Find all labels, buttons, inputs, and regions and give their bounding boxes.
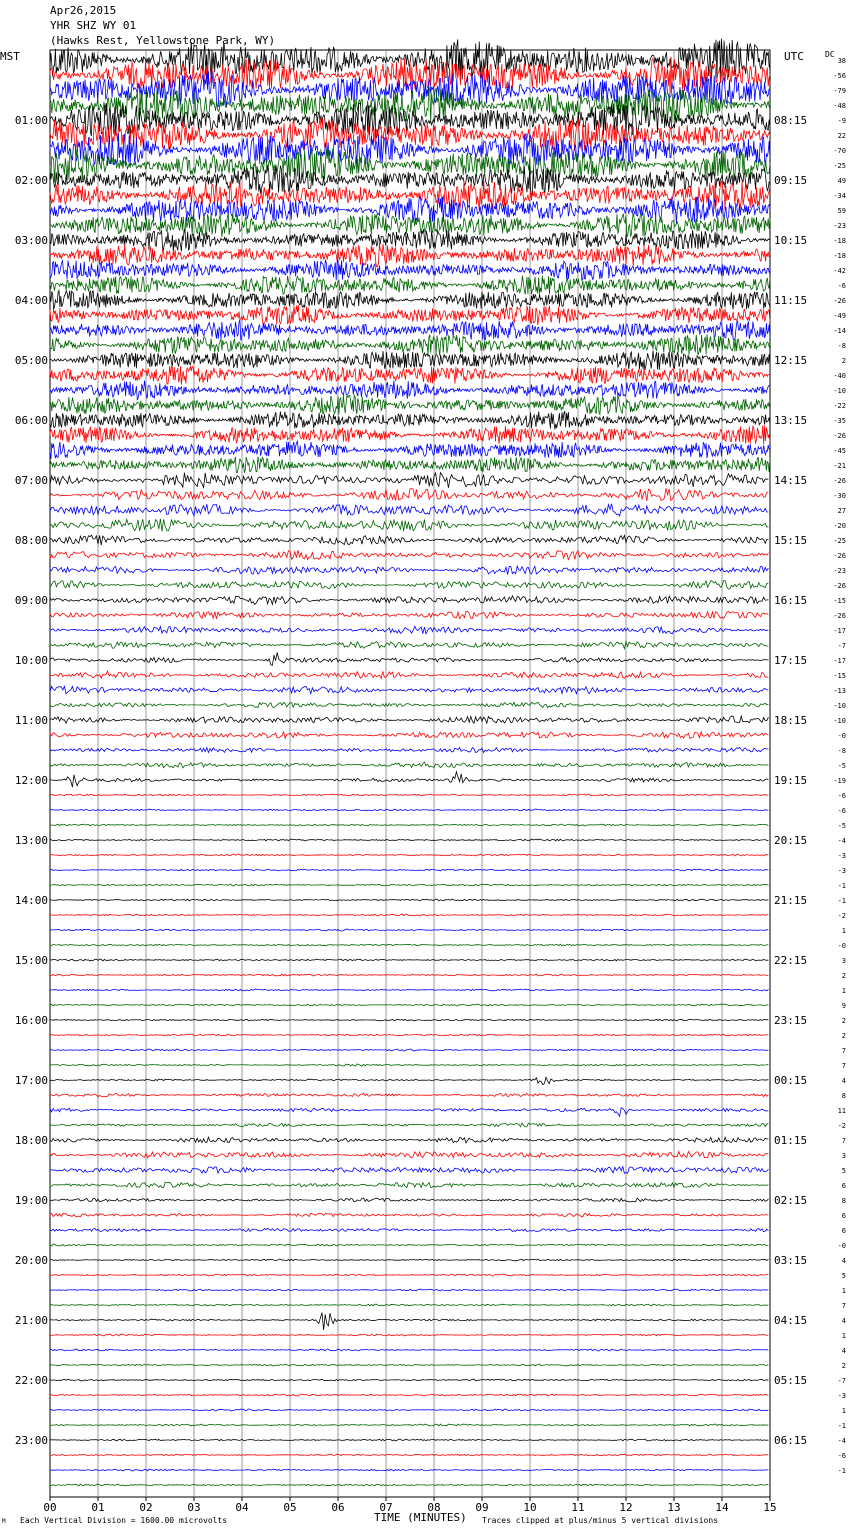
right-hour-label: 01:15: [774, 1134, 808, 1147]
trace-row: [50, 1439, 768, 1441]
trace-row: [50, 794, 768, 796]
dc-offset-label: 4: [841, 1077, 846, 1085]
plot-frame: [50, 50, 770, 1497]
dc-offset-label: -5: [837, 822, 846, 830]
dc-offset-label: -6: [837, 792, 846, 800]
dc-offset-label: 9: [841, 1002, 846, 1010]
left-hour-label: 20:00: [14, 1254, 48, 1267]
left-hour-label: 16:00: [14, 1014, 48, 1027]
trace-row: [50, 1349, 768, 1351]
dc-offset-label: -25: [833, 537, 846, 545]
trace-row: [50, 809, 768, 811]
left-hour-label: 11:00: [14, 714, 48, 727]
left-hour-label: 21:00: [14, 1314, 48, 1327]
axis-labels: [15, 57, 846, 1514]
dc-offset-label: -9: [837, 117, 846, 125]
trace-row: [50, 959, 768, 961]
seismic-traces: [50, 39, 770, 1486]
dc-offset-label: -70: [833, 147, 846, 155]
right-hour-label: 20:15: [774, 834, 808, 847]
trace-row: [50, 702, 768, 707]
right-hour-label: 03:15: [774, 1254, 808, 1267]
left-hour-label: 23:00: [14, 1434, 48, 1447]
dc-offset-label: -7: [837, 1377, 846, 1385]
x-tick-label: 09: [475, 1501, 489, 1514]
trace-row: [50, 581, 768, 590]
dc-offset-label: -45: [833, 447, 846, 455]
trace-row: [50, 1077, 768, 1084]
dc-offset-label: -0: [837, 1242, 846, 1250]
left-hour-label: 04:00: [14, 294, 48, 307]
dc-offset-label: 6: [841, 1212, 846, 1220]
trace-row: [50, 229, 770, 251]
dc-offset-label: -1: [837, 1422, 846, 1430]
dc-offset-label: 4: [841, 1257, 846, 1265]
dc-offset-label: 7: [841, 1137, 846, 1145]
right-hour-label: 13:15: [774, 414, 808, 427]
left-hour-label: 02:00: [14, 174, 48, 187]
dc-offset-label: -14: [833, 327, 846, 335]
trace-row: [50, 1469, 768, 1471]
left-hour-label: 06:00: [14, 414, 48, 427]
dc-offset-label: -5: [837, 762, 846, 770]
trace-row: [50, 1019, 768, 1021]
scale-note: Each Vertical Division = 1600.00 microvolts: [20, 1516, 228, 1525]
trace-row: [50, 243, 770, 267]
trace-row: [50, 1244, 768, 1246]
left-hour-label: 17:00: [14, 1074, 48, 1087]
dc-offset-label: -3: [837, 1392, 846, 1400]
dc-offset-label: -26: [833, 297, 846, 305]
dc-offset-label: -10: [833, 702, 846, 710]
x-tick-label: 07: [379, 1501, 393, 1514]
trace-row: [50, 1167, 768, 1174]
dc-offset-label: -13: [833, 687, 846, 695]
trace-row: [50, 1093, 768, 1097]
dc-offset-label: 1: [841, 1332, 846, 1340]
trace-row: [50, 1484, 768, 1486]
dc-offset-label: -17: [833, 657, 846, 665]
trace-row: [50, 305, 770, 325]
trace-row: [50, 1313, 768, 1330]
trace-row: [50, 411, 770, 429]
dc-offset-label: 6: [841, 1227, 846, 1235]
trace-row: [50, 611, 768, 619]
dc-offset-label: -26: [833, 582, 846, 590]
trace-row: [50, 395, 770, 414]
left-hour-label: 22:00: [14, 1374, 48, 1387]
dc-offset-label: 1: [841, 987, 846, 995]
dc-offset-label: -25: [833, 162, 846, 170]
trace-row: [50, 989, 768, 991]
dc-offset-label: -0: [837, 732, 846, 740]
dc-offset-label: -26: [833, 477, 846, 485]
trace-row: [50, 535, 768, 545]
dc-offset-label: -26: [833, 432, 846, 440]
x-tick-label: 13: [667, 1501, 681, 1514]
right-hour-label: 21:15: [774, 894, 808, 907]
trace-row: [50, 519, 768, 532]
dc-offset-label: -1: [837, 882, 846, 890]
trace-row: [50, 1259, 768, 1261]
trace-row: [50, 929, 768, 931]
trace-row: [50, 1152, 768, 1158]
right-hour-label: 15:15: [774, 534, 808, 547]
right-hour-label: 09:15: [774, 174, 808, 187]
minute-grid: [50, 50, 770, 1497]
dc-offset-label: 3: [841, 957, 846, 965]
dc-offset-label: 11: [837, 1107, 846, 1115]
station-title: YHR SHZ WY 01: [50, 19, 137, 32]
trace-row: [50, 1304, 768, 1306]
trace-row: [50, 1123, 768, 1127]
dc-offset-label: -22: [833, 402, 846, 410]
dc-offset-label: -4: [837, 1437, 846, 1445]
trace-row: [50, 1394, 768, 1396]
x-tick-label: 11: [571, 1501, 585, 1514]
trace-row: [50, 351, 770, 370]
dc-offset-label: -18: [833, 237, 846, 245]
dc-offset-label: 3: [841, 1152, 846, 1160]
left-hour-label: 03:00: [14, 234, 48, 247]
dc-offset-label: -3: [837, 852, 846, 860]
dc-offset-label: 2: [841, 1017, 846, 1025]
trace-row: [50, 1409, 768, 1411]
left-hour-label: 18:00: [14, 1134, 48, 1147]
trace-row: [50, 320, 770, 341]
right-hour-label: 12:15: [774, 354, 808, 367]
right-hour-label: 14:15: [774, 474, 808, 487]
x-tick-label: 06: [331, 1501, 345, 1514]
dc-offset-label: -1: [837, 1467, 846, 1475]
x-tick-label: 04: [235, 1501, 249, 1514]
left-hour-label: 14:00: [14, 894, 48, 907]
trace-row: [50, 1137, 768, 1143]
trace-row: [50, 854, 768, 856]
dc-offset-label: 6: [841, 1182, 846, 1190]
trace-row: [50, 566, 768, 575]
dc-offset-label: -40: [833, 372, 846, 380]
dc-offset-label: -48: [833, 102, 846, 110]
trace-row: [50, 291, 770, 310]
trace-row: [50, 914, 768, 916]
trace-row: [50, 671, 768, 678]
trace-row: [50, 1454, 768, 1456]
dc-offset-label: 7: [841, 1047, 846, 1055]
trace-row: [50, 1213, 768, 1217]
dc-offset-label: -49: [833, 312, 846, 320]
trace-row: [50, 1424, 768, 1426]
dc-offset-label: 5: [841, 1167, 846, 1175]
left-hour-label: 10:00: [14, 654, 48, 667]
trace-row: [50, 1334, 768, 1336]
trace-row: [50, 686, 768, 693]
dc-offset-label: -4: [837, 837, 846, 845]
dc-offset-label: -8: [837, 747, 846, 755]
dc-offset-label: -21: [833, 462, 846, 470]
dc-offset-label: 49: [837, 177, 846, 185]
dc-offset-label: -6: [837, 807, 846, 815]
trace-row: [50, 1182, 768, 1188]
trace-row: [50, 899, 768, 901]
x-tick-label: 12: [619, 1501, 633, 1514]
clip-note: Traces clipped at plus/minus 5 vertical divisions: [482, 1516, 719, 1525]
trace-row: [50, 1198, 768, 1202]
left-hour-label: 13:00: [14, 834, 48, 847]
dc-offset-label: 38: [837, 57, 846, 65]
dc-offset-label: -23: [833, 567, 846, 575]
dc-offset-label: 27: [837, 507, 846, 515]
dc-offset-label: -23: [833, 222, 846, 230]
dc-offset-label: -19: [833, 777, 846, 785]
dc-offset-label: -6: [837, 282, 846, 290]
right-hour-label: 04:15: [774, 1314, 808, 1327]
trace-row: [50, 772, 768, 787]
dc-offset-label: -2: [837, 912, 846, 920]
trace-row: [50, 1108, 768, 1117]
dc-offset-label: -30: [833, 492, 846, 500]
dc-offset-label: -17: [833, 627, 846, 635]
trace-row: [50, 334, 770, 355]
trace-row: [50, 1289, 768, 1291]
x-tick-label: 14: [715, 1501, 729, 1514]
dc-offset-label: 2: [841, 972, 846, 980]
dc-offset-label: -8: [837, 342, 846, 350]
trace-row: [50, 732, 768, 739]
location-title: (Hawks Rest, Yellowstone Park, WY): [50, 34, 276, 47]
trace-row: [50, 748, 768, 753]
dc-offset-label: -35: [833, 417, 846, 425]
left-hour-label: 07:00: [14, 474, 48, 487]
trace-row: [50, 596, 768, 605]
dc-offset-label: 7: [841, 1062, 846, 1070]
dc-offset-label: -79: [833, 87, 846, 95]
corner-mark: M: [2, 1518, 6, 1525]
trace-row: [50, 1004, 768, 1006]
left-timezone-label: MST: [0, 50, 20, 63]
trace-row: [50, 1274, 768, 1276]
left-hour-label: 08:00: [14, 534, 48, 547]
right-hour-label: 02:15: [774, 1194, 808, 1207]
dc-offset-label: -6: [837, 1452, 846, 1460]
right-hour-label: 23:15: [774, 1014, 808, 1027]
trace-row: [50, 276, 770, 295]
right-hour-label: 19:15: [774, 774, 808, 787]
right-hour-label: 16:15: [774, 594, 808, 607]
trace-row: [50, 381, 770, 401]
trace-row: [50, 1228, 768, 1231]
right-hour-label: 22:15: [774, 954, 808, 967]
dc-offset-label: 2: [841, 1362, 846, 1370]
trace-row: [50, 1064, 768, 1066]
left-hour-label: 15:00: [14, 954, 48, 967]
right-hour-label: 10:15: [774, 234, 808, 247]
trace-row: [50, 457, 770, 473]
trace-row: [50, 642, 768, 649]
dc-offset-label: 7: [841, 1302, 846, 1310]
x-tick-label: 15: [763, 1501, 777, 1514]
dc-offset-label: -3: [837, 867, 846, 875]
right-hour-label: 06:15: [774, 1434, 808, 1447]
dc-offset-label: 4: [841, 1347, 846, 1355]
dc-offset-label: 1: [841, 1407, 846, 1415]
dc-offset-label: -20: [833, 522, 846, 530]
x-tick-label: 03: [187, 1501, 201, 1514]
trace-row: [50, 488, 768, 501]
trace-row: [50, 1364, 768, 1366]
dc-offset-label: -18: [833, 252, 846, 260]
right-hour-label: 00:15: [774, 1074, 808, 1087]
dc-offset-label: -34: [833, 192, 846, 200]
right-hour-label: 05:15: [774, 1374, 808, 1387]
trace-row: [50, 944, 768, 946]
dc-offset-label: 2: [841, 357, 846, 365]
dc-offset-label: -0: [837, 942, 846, 950]
trace-row: [50, 653, 768, 666]
dc-offset-label: -1: [837, 897, 846, 905]
right-hour-label: 17:15: [774, 654, 808, 667]
x-tick-label: 10: [523, 1501, 537, 1514]
left-hour-label: 19:00: [14, 1194, 48, 1207]
x-tick-label: 02: [139, 1501, 153, 1514]
dc-offset-label: 5: [841, 1272, 846, 1280]
trace-row: [50, 824, 768, 826]
trace-row: [50, 1379, 768, 1381]
dc-offset-label: -7: [837, 642, 846, 650]
dc-offset-label: -10: [833, 717, 846, 725]
dc-header-label: DC: [825, 50, 835, 59]
left-hour-label: 05:00: [14, 354, 48, 367]
x-tick-label: 05: [283, 1501, 297, 1514]
dc-offset-label: -26: [833, 552, 846, 560]
dc-offset-label: -10: [833, 387, 846, 395]
trace-row: [50, 441, 770, 459]
left-hour-label: 01:00: [14, 114, 48, 127]
trace-row: [50, 504, 768, 516]
dc-offset-label: -56: [833, 72, 846, 80]
right-hour-label: 08:15: [774, 114, 808, 127]
dc-offset-label: 22: [837, 132, 846, 140]
x-axis-title: TIME (MINUTES): [374, 1511, 467, 1524]
dc-offset-label: 59: [837, 207, 846, 215]
left-hour-label: 12:00: [14, 774, 48, 787]
trace-row: [50, 839, 768, 841]
left-hour-label: 09:00: [14, 594, 48, 607]
trace-row: [50, 884, 768, 886]
right-timezone-label: UTC: [784, 50, 804, 63]
trace-row: [50, 366, 770, 385]
dc-offset-label: 2: [841, 1032, 846, 1040]
trace-row: [50, 626, 768, 633]
trace-row: [50, 1049, 768, 1051]
x-tick-label: 01: [91, 1501, 105, 1514]
dc-offset-label: -15: [833, 597, 846, 605]
dc-offset-label: 4: [841, 1317, 846, 1325]
trace-row: [50, 869, 768, 871]
trace-row: [50, 473, 768, 488]
trace-row: [50, 550, 768, 559]
dc-offset-label: -26: [833, 612, 846, 620]
dc-offset-label: 1: [841, 1287, 846, 1295]
trace-row: [50, 762, 768, 768]
dc-offset-label: 8: [841, 1092, 846, 1100]
dc-offset-label: -42: [833, 267, 846, 275]
right-hour-label: 18:15: [774, 714, 808, 727]
x-tick-label: 08: [427, 1501, 441, 1514]
dc-offset-label: 8: [841, 1197, 846, 1205]
right-hour-label: 11:15: [774, 294, 808, 307]
trace-row: [50, 425, 770, 444]
dc-offset-label: -2: [837, 1122, 846, 1130]
trace-row: [50, 974, 768, 976]
trace-row: [50, 1034, 768, 1036]
x-tick-label: 00: [43, 1501, 57, 1514]
trace-row: [50, 716, 768, 723]
dc-offset-label: 1: [841, 927, 846, 935]
dc-offset-label: -15: [833, 672, 846, 680]
date-title: Apr26,2015: [50, 4, 117, 17]
